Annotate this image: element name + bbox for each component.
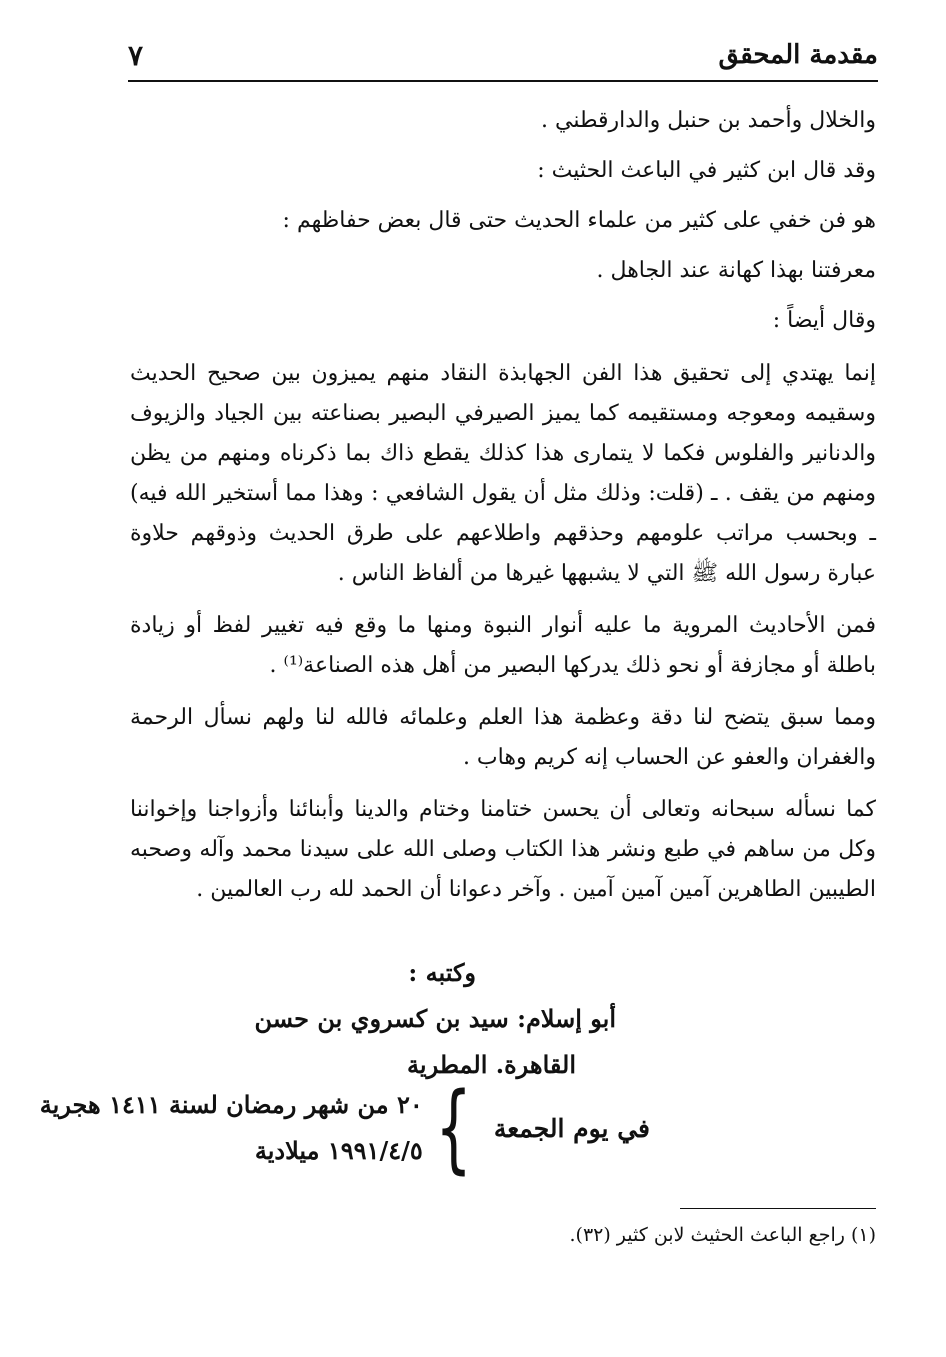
paragraph: فمن الأحاديث المروية ما عليه أنوار النبوة ومنها ما وقع فيه تغيير لفظ أو زيادة باطلة أو مجازفة أو نحو ذلك يدركها البصير من أهل هذه الصناعة⁽¹⁾ . bbox=[130, 613, 876, 678]
hijri-date: ٢٠ من شهر رمضان لسنة ١٤١١ هجرية bbox=[39, 1090, 423, 1119]
footnote: (١) راجع الباعث الحثيث لابن كثير (٣٢). bbox=[569, 1224, 876, 1246]
author-place: القاهرة. المطرية bbox=[407, 1050, 576, 1079]
closing-paragraph: كما نسأله سبحانه وتعالى أن يحسن ختامنا وختام والدينا وأبنائنا وأزواجنا وإخواننا وكل من ساهم في طبع ونشر هذا الكتاب وصلى الله على سيدنا محمد وآله وصحبه الطيبين الطاهرين آمين آمين آمين . وآخر دعوانا أن الحمد لله رب العالمين . bbox=[130, 797, 876, 902]
text-line: هو فن خفي على كثير من علماء الحديث حتى قال بعض حفاظهم : bbox=[282, 208, 876, 233]
page-number: ٧ bbox=[128, 38, 144, 72]
main-text bbox=[130, 96, 876, 922]
date-block bbox=[39, 1072, 650, 1184]
footnote-divider bbox=[680, 1208, 876, 1209]
paragraph: ومما سبق يتضح لنا دقة وعظمة هذا العلم وعلمائه فالله لنا ولهم نسأل الرحمة والغفران والعفو عن الحساب إنه كريم وهاب . bbox=[130, 705, 876, 770]
author-name: أبو إسلام: سيد بن كسروي بن حسن bbox=[254, 1004, 616, 1033]
text-line: وقال أيضاً : bbox=[772, 308, 876, 333]
text-line: والخلال وأحمد بن حنبل والدارقطني . bbox=[541, 108, 876, 133]
brace-icon: } bbox=[434, 1072, 472, 1184]
day-label: في يوم الجمعة bbox=[493, 1113, 650, 1143]
page-header bbox=[128, 30, 878, 82]
written-by-label: وكتبه : bbox=[408, 958, 476, 987]
gregorian-date: ١٩٩١/٤/٥ ميلادية bbox=[254, 1136, 423, 1165]
text-line: وقد قال ابن كثير في الباعث الحثيث : bbox=[537, 158, 876, 183]
signature-block bbox=[130, 950, 876, 1088]
text-line: معرفتنا بهذا كهانة عند الجاهل . bbox=[596, 258, 876, 283]
chapter-title: مقدمة المحقق bbox=[718, 40, 878, 70]
quote-paragraph: إنما يهتدي إلى تحقيق هذا الفن الجهابذة النقاد منهم يميزون بين صحيح الحديث وسقيمه ومعوجه ومستقيمه كما يميز الصيرفي البصير بصناعته بين الجياد والزيوف والدنانير والفلوس فكما لا يتمارى هذا كذلك يقطع ذاك بما ذكرناه ومنهم من يظن ومنهم من يقف . ـ (قلت: وذلك مثل أن يقول الشافعي : وهذا مما أستخير الله فيه) ـ وبحسب مراتب علومهم وحذقهم واطلاعهم على طرق الحديث وذوقهم حلاوة عبارة رسول الله ﷺ التي لا يشبهها غيرها من ألفاظ الناس . bbox=[130, 361, 877, 586]
dates bbox=[40, 1082, 423, 1174]
